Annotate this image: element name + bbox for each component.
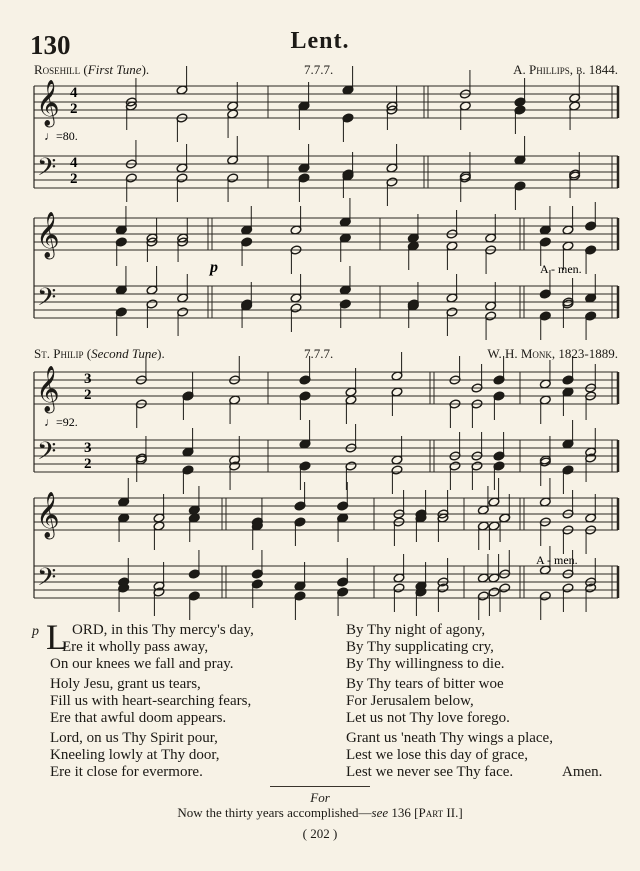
final-amen: Amen. xyxy=(562,764,603,780)
verse-line: Grant us 'neath Thy wings a place, xyxy=(346,730,553,746)
tune1-time-top: 4 xyxy=(70,85,78,101)
verse-line: On our knees we fall and pray. xyxy=(50,656,234,672)
tune1-version: First Tune xyxy=(87,62,142,77)
verse-line: Lest we never see Thy face. xyxy=(346,764,514,780)
cross-ref-see: see xyxy=(371,805,389,820)
bass-clef: 𝄢 xyxy=(37,283,57,318)
tune2-version: Second Tune xyxy=(91,346,158,361)
verse-line: By Thy night of agony, xyxy=(346,622,486,638)
bass-clef: 𝄢 xyxy=(37,153,57,188)
verse-line: By Thy supplicating cry, xyxy=(346,639,494,655)
tune1-bass-time-bottom: 2 xyxy=(70,171,78,187)
verse-line: Ere that awful doom appears. xyxy=(50,710,227,726)
tune1-meter: 7.7.7. xyxy=(304,62,334,77)
tune2-time-top: 3 xyxy=(84,371,92,387)
hymn-number: 130 xyxy=(30,30,71,60)
treble-clef: 𝄞 xyxy=(36,80,60,126)
tune2-time-bottom: 2 xyxy=(84,387,92,403)
footer-rule xyxy=(270,786,370,787)
treble-clef: 𝄞 xyxy=(36,492,60,538)
cross-ref-number: 136 xyxy=(391,805,411,820)
cross-ref-text: Now the thirty years accomplished— xyxy=(177,805,372,820)
tune2-composer: W. H. Monk, 1823-1889. xyxy=(487,346,618,361)
verse-line: Holy Jesu, grant us tears, xyxy=(50,676,201,692)
verse-line: Lest we lose this day of grace, xyxy=(346,747,529,763)
tune1-name: Rosehill xyxy=(34,62,81,77)
cross-ref-part: [Part II.] xyxy=(414,805,463,820)
treble-clef: 𝄞 xyxy=(36,212,60,258)
verse-line: By Thy tears of bitter woe xyxy=(346,676,504,692)
verse-line: Kneeling lowly at Thy door, xyxy=(50,747,220,763)
drop-cap: L xyxy=(46,617,68,657)
verse-line: Let us not Thy love forego. xyxy=(346,710,510,726)
tune2-amen: A - men. xyxy=(536,553,578,567)
treble-clef: 𝄞 xyxy=(36,366,60,412)
bass-clef: 𝄢 xyxy=(37,563,57,598)
tune2-bass-time-top: 3 xyxy=(84,440,92,456)
verse-line: Ere it close for evermore. xyxy=(50,764,203,780)
notes xyxy=(115,66,596,620)
verse-line: Fill us with heart-searching fears, xyxy=(50,693,252,709)
tune1-composer: A. Phillips, b. 1844. xyxy=(513,62,618,77)
tune2-metronome: ♩=92. xyxy=(44,415,78,429)
verse-line: Lord, on us Thy Spirit pour, xyxy=(50,730,218,746)
clefs xyxy=(36,80,60,598)
verse-line: ORD, in this Thy mercy's day, xyxy=(72,622,254,638)
tune2-meter: 7.7.7. xyxy=(304,346,334,361)
dynamic-p: p xyxy=(32,624,39,639)
tune1-time-bottom: 2 xyxy=(70,101,78,117)
tune2-bass-time-bottom: 2 xyxy=(84,456,92,472)
footer-for: For xyxy=(310,790,330,805)
verse-line: By Thy willingness to die. xyxy=(346,656,505,672)
verse-line: Ere it wholly pass away, xyxy=(62,639,209,655)
tune2-name: St. Philip xyxy=(34,346,84,361)
tune1-metronome: ♩=80. xyxy=(44,129,78,143)
tune1-amen: A - men. xyxy=(540,262,582,276)
tune1-bass-time-top: 4 xyxy=(70,155,78,171)
bass-clef: 𝄢 xyxy=(37,437,57,472)
page-number: ( 202 ) xyxy=(302,826,338,841)
dynamic-mark-piano: p xyxy=(210,259,218,276)
season-title: Lent. xyxy=(290,28,350,54)
verse-line: For Jerusalem below, xyxy=(346,693,474,709)
footer-cross-reference xyxy=(0,805,640,821)
